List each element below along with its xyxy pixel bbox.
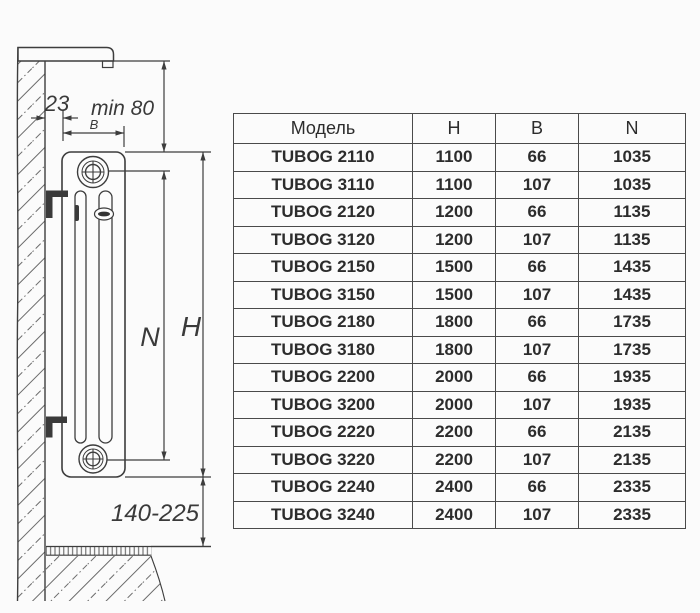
cell-h: 1100 — [413, 171, 496, 199]
cell-b: 66 — [496, 309, 579, 337]
cell-h: 1800 — [413, 309, 496, 337]
table-row — [234, 171, 686, 199]
cell-h: 1100 — [413, 144, 496, 172]
cell-b: 66 — [496, 144, 579, 172]
cell-b: 66 — [496, 199, 579, 227]
table-row — [234, 419, 686, 447]
cell-n: 1735 — [579, 336, 686, 364]
cell-model: TUBOG 3240 — [234, 501, 413, 529]
cell-n: 1435 — [579, 254, 686, 282]
cell-h: 2200 — [413, 419, 496, 447]
table-row — [234, 144, 686, 172]
dimension-label-height: H — [180, 311, 202, 342]
cell-b: 66 — [496, 364, 579, 392]
cell-h: 2400 — [413, 474, 496, 502]
table-row — [234, 309, 686, 337]
cell-b: 107 — [496, 501, 579, 529]
cell-b: 66 — [496, 419, 579, 447]
model-dimensions-table — [233, 113, 686, 529]
column-header-h: H — [413, 114, 496, 144]
cell-b: 107 — [496, 391, 579, 419]
cell-model: TUBOG 2240 — [234, 474, 413, 502]
radiator-installation-diagram — [0, 0, 230, 613]
dimension-label-wall-offset: 23 — [44, 91, 70, 116]
table-row — [234, 226, 686, 254]
table-row — [234, 501, 686, 529]
cell-n: 1935 — [579, 391, 686, 419]
column-header-b: B — [496, 114, 579, 144]
cell-model: TUBOG 2120 — [234, 199, 413, 227]
floor-section — [45, 547, 211, 602]
table-row — [234, 446, 686, 474]
cell-n: 2135 — [579, 446, 686, 474]
cell-n: 1935 — [579, 364, 686, 392]
table-row — [234, 199, 686, 227]
cell-n: 1135 — [579, 199, 686, 227]
table-row — [234, 391, 686, 419]
cell-model: TUBOG 2220 — [234, 419, 413, 447]
cell-h: 1500 — [413, 254, 496, 282]
column-header-model: Модель — [234, 114, 413, 144]
radiator-body — [62, 152, 125, 477]
cell-n: 1735 — [579, 309, 686, 337]
cell-h: 1200 — [413, 226, 496, 254]
baseboard-strip — [46, 547, 152, 555]
table-row — [234, 254, 686, 282]
cell-b: 107 — [496, 446, 579, 474]
dimension-label-depth: B — [89, 117, 99, 132]
cell-n: 1035 — [579, 171, 686, 199]
cell-model: TUBOG 3120 — [234, 226, 413, 254]
cell-h: 2000 — [413, 364, 496, 392]
cell-model: TUBOG 3200 — [234, 391, 413, 419]
cell-n: 1135 — [579, 226, 686, 254]
cell-b: 66 — [496, 254, 579, 282]
bracket-hook — [75, 205, 80, 221]
pipe-clamp — [95, 208, 114, 220]
cell-h: 1800 — [413, 336, 496, 364]
cell-model: TUBOG 3150 — [234, 281, 413, 309]
cell-b: 107 — [496, 281, 579, 309]
cell-b: 107 — [496, 336, 579, 364]
wall-section — [17, 47, 45, 601]
table-row — [234, 474, 686, 502]
table-row — [234, 336, 686, 364]
dimension-label-axle-distance: N — [140, 322, 160, 352]
top-connection-plug — [78, 157, 109, 188]
bottom-connection-plug — [79, 445, 107, 473]
radiator-tube-back — [75, 191, 86, 443]
table-row — [234, 281, 686, 309]
cell-model: TUBOG 3220 — [234, 446, 413, 474]
cell-model: TUBOG 2150 — [234, 254, 413, 282]
dimension-label-min-clearance: min 80 — [91, 97, 155, 120]
cell-n: 1035 — [579, 144, 686, 172]
cell-h: 2400 — [413, 501, 496, 529]
cell-n: 2135 — [579, 419, 686, 447]
column-header-n: N — [579, 114, 686, 144]
radiator-tube-front — [99, 191, 112, 443]
cell-n: 1435 — [579, 281, 686, 309]
cell-model: TUBOG 2110 — [234, 144, 413, 172]
dimension-label-floor-clearance: 140-225 — [110, 500, 200, 527]
cell-n: 2335 — [579, 501, 686, 529]
cell-model: TUBOG 2180 — [234, 309, 413, 337]
cell-n: 2335 — [579, 474, 686, 502]
cell-b: 66 — [496, 474, 579, 502]
cell-h: 1500 — [413, 281, 496, 309]
cell-model: TUBOG 2200 — [234, 364, 413, 392]
cell-model: TUBOG 3180 — [234, 336, 413, 364]
cell-h: 2200 — [413, 446, 496, 474]
cell-h: 2000 — [413, 391, 496, 419]
cell-model: TUBOG 3110 — [234, 171, 413, 199]
table-header-row — [234, 114, 686, 144]
cell-b: 107 — [496, 171, 579, 199]
cell-b: 107 — [496, 226, 579, 254]
table-row — [234, 364, 686, 392]
cell-h: 1200 — [413, 199, 496, 227]
